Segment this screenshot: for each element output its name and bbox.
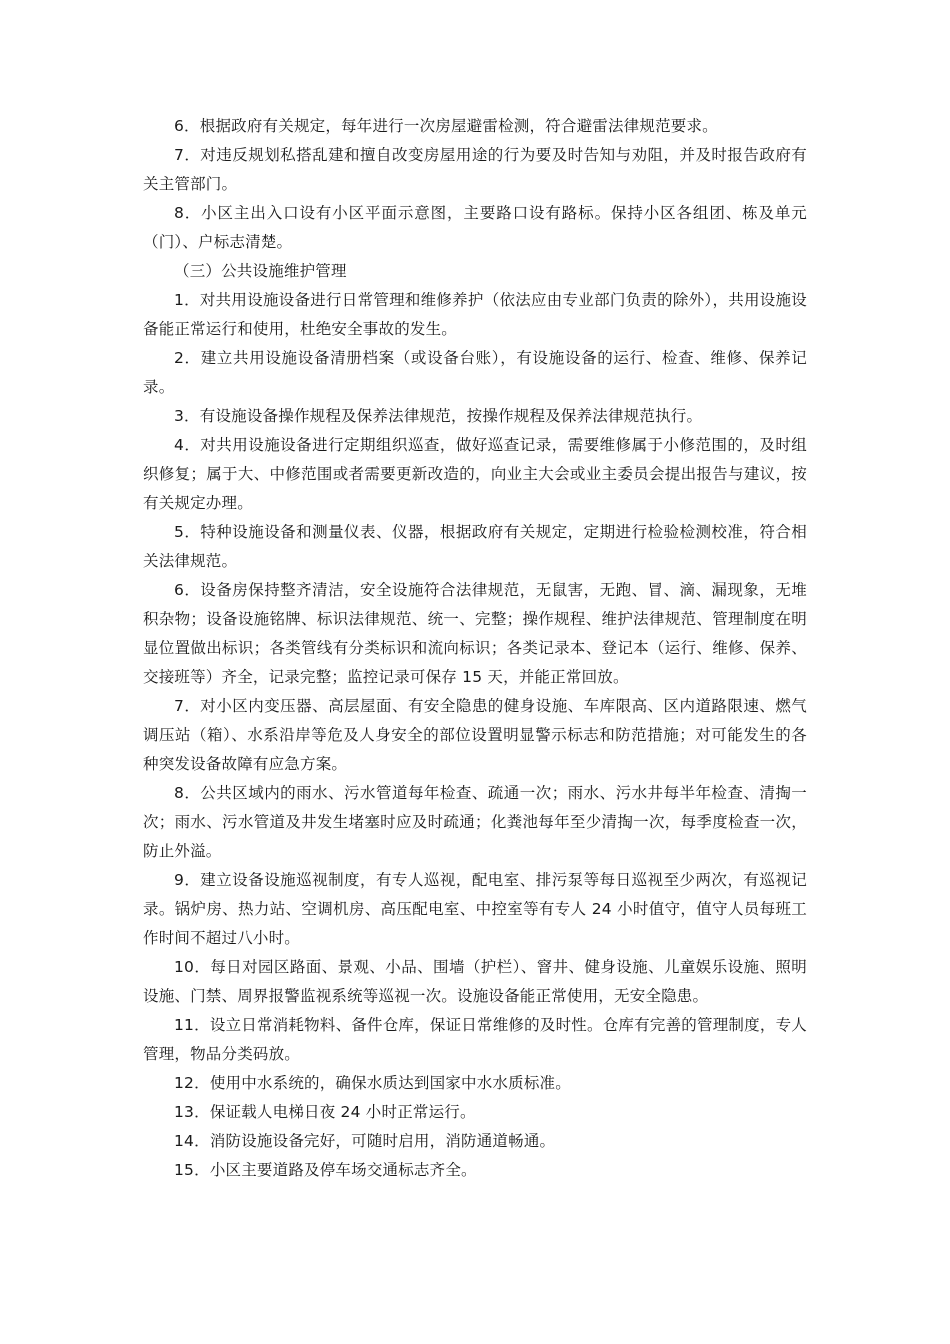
paragraph-item-8: 8．小区主出入口设有小区平面示意图，主要路口设有路标。保持小区各组团、栋及单元（门）、户标志清楚。 <box>143 204 807 251</box>
maintenance-item-2: 2．建立共用设施设备清册档案（或设备台账），有设施设备的运行、检查、维修、保养记录。 <box>143 349 807 396</box>
maintenance-item-6: 6．设备房保持整齐清洁，安全设施符合法律规范，无鼠害，无跑、冒、滴、漏现象，无堆积杂物；设备设施铭牌、标识法律规范、统一、完整；操作规程、维护法律规范、管理制度在明显位置做出标识；各类管线有分类标识和流向标识；各类记录本、登记本（运行、维修、保养、交接班等）齐全，记录完整；监控记录可保存 15 天，并能正常回放。 <box>143 581 807 686</box>
section-heading: （三）公共设施维护管理 <box>174 262 347 280</box>
maintenance-item-3: 3．有设施设备操作规程及保养法律规范，按操作规程及保养法律规范执行。 <box>174 407 703 425</box>
maintenance-item-10: 10．每日对园区路面、景观、小品、围墙（护栏）、窨井、健身设施、儿童娱乐设施、照明设施、门禁、周界报警监视系统等巡视一次。设施设备能正常使用，无安全隐患。 <box>143 958 807 1005</box>
paragraph-item-7: 7．对违反规划私搭乱建和擅自改变房屋用途的行为要及时告知与劝阻，并及时报告政府有关主管部门。 <box>143 146 807 193</box>
maintenance-item-11: 11．设立日常消耗物料、备件仓库，保证日常维修的及时性。仓库有完善的管理制度，专人管理，物品分类码放。 <box>143 1016 807 1063</box>
maintenance-item-4: 4．对共用设施设备进行定期组织巡查，做好巡查记录，需要维修属于小修范围的，及时组织修复；属于大、中修范围或者需要更新改造的，向业主大会或业主委员会提出报告与建议，按有关规定办理。 <box>143 436 807 512</box>
maintenance-item-12: 12．使用中水系统的，确保水质达到国家中水水质标准。 <box>174 1074 571 1092</box>
maintenance-item-7: 7．对小区内变压器、高层屋面、有安全隐患的健身设施、车库限高、区内道路限速、燃气调压站（箱）、水系沿岸等危及人身安全的部位设置明显警示标志和防范措施；对可能发生的各种突发设备故障有应急方案。 <box>143 697 807 773</box>
maintenance-item-13: 13．保证载人电梯日夜 24 小时正常运行。 <box>174 1103 476 1121</box>
maintenance-item-5: 5．特种设施设备和测量仪表、仪器，根据政府有关规定，定期进行检验检测校准，符合相关法律规范。 <box>143 523 807 570</box>
document-body <box>143 112 807 1185</box>
maintenance-item-1: 1．对共用设施设备进行日常管理和维修养护（依法应由专业部门负责的除外），共用设施设备能正常运行和使用，杜绝安全事故的发生。 <box>143 291 807 338</box>
paragraph-item-6: 6．根据政府有关规定，每年进行一次房屋避雷检测，符合避雷法律规范要求。 <box>174 117 718 135</box>
maintenance-item-8: 8．公共区域内的雨水、污水管道每年检查、疏通一次；雨水、污水井每半年检查、清掏一次；雨水、污水管道及井发生堵塞时应及时疏通；化粪池每年至少清掏一次，每季度检查一次，防止外溢。 <box>143 784 807 860</box>
maintenance-item-15: 15．小区主要道路及停车场交通标志齐全。 <box>174 1161 477 1179</box>
maintenance-item-14: 14．消防设施设备完好，可随时启用，消防通道畅通。 <box>174 1132 556 1150</box>
maintenance-item-9: 9．建立设备设施巡视制度，有专人巡视，配电室、排污泵等每日巡视至少两次，有巡视记录。锅炉房、热力站、空调机房、高压配电室、中控室等有专人 24 小时值守，值守人员每班工作时间不超过八小时。 <box>143 871 807 947</box>
